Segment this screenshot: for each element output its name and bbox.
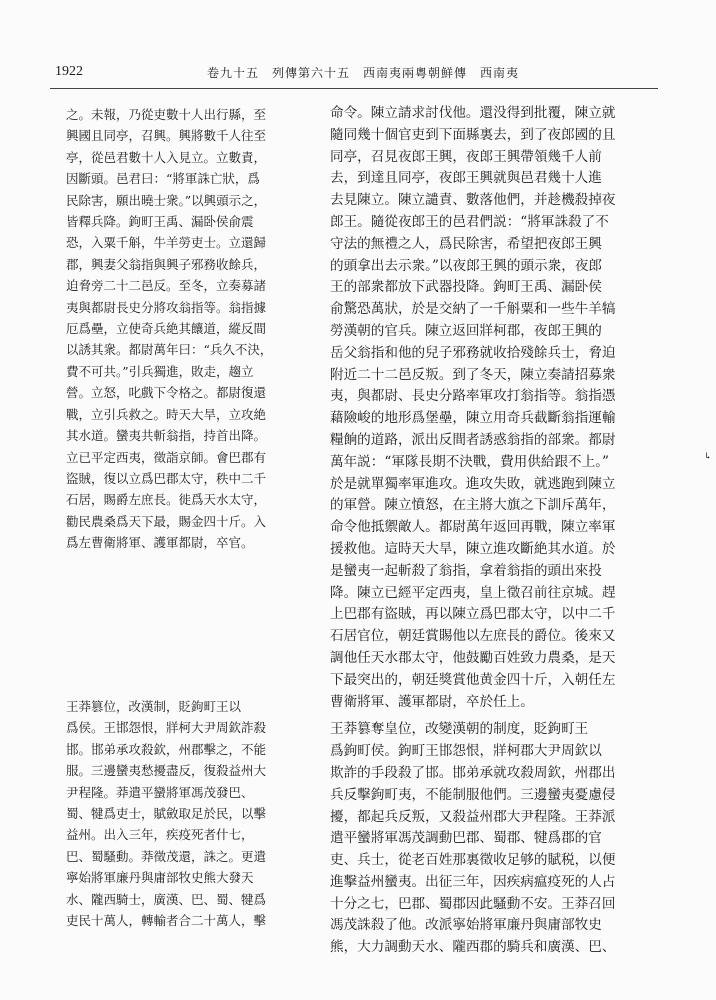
text-line: 皆釋兵降。鉤町王禹、漏卧侯俞震 — [66, 214, 254, 230]
text-line: 水、隴西騎士，廣漢、巴、蜀、犍爲 — [66, 891, 267, 907]
text-line: 郎王。隨從夜郎王的邑君們説：“將軍誅殺了不 — [330, 213, 609, 230]
translation-paragraph-1 — [330, 103, 665, 713]
text-line: 營。立怒，叱戲下令格之。都尉復還 — [66, 385, 267, 401]
classical-paragraph-1 — [66, 104, 306, 554]
text-line: 爲鉤町侯。鉤町王邯怨恨，牂柯郡大尹周欽以 — [330, 743, 602, 760]
text-line: 寧始將軍廉丹與庸部牧史熊大發天 — [66, 870, 254, 886]
text-line: 援救他。這時天大旱，陳立進攻斷絶其水道。於 — [330, 540, 616, 557]
text-line: 藉險峻的地形爲堡壘，陳立用奇兵截斷翁指運輸 — [330, 410, 616, 427]
text-line: 夷，與都尉、長史分路率軍攻打翁指等。翁指憑 — [330, 388, 616, 405]
text-line: 盜賊，復以立爲巴郡太守，秩中二千 — [66, 470, 267, 486]
text-line: 其水道。蠻夷共斬翁指，持首出降。 — [66, 428, 267, 444]
text-line: 上巴郡有盜賊，再以陳立爲巴郡太守，以中二千 — [330, 606, 616, 623]
margin-mark: ↳ — [704, 452, 712, 462]
text-line: 隨同幾十個官吏到下面縣裏去，到了夜郎國的且 — [330, 126, 616, 143]
text-line: 曹衛將軍、護軍都尉，卒於任上。 — [330, 693, 534, 710]
text-line: 命令他抵禦敵人。都尉萬年返回再戰，陳立率軍 — [330, 519, 616, 536]
text-line: 進擊益州蠻夷。出征三年，因疾病瘟疫死的人占 — [330, 873, 616, 890]
text-line: 勞漢朝的官兵。陳立返回牂柯郡，夜郎王興的 — [330, 322, 602, 339]
text-line: 亭，從邑君數十人入見立。立數責， — [66, 149, 267, 165]
text-line: 恐，入粟千斛，牛羊勞吏士。立還歸 — [66, 235, 267, 251]
text-line: 同亭，召見夜郎王興，夜郎王興帶領幾千人前 — [330, 148, 602, 165]
text-line: 降。陳立已經平定西夷，皇上徵召前往京城。趕 — [330, 584, 616, 601]
text-line: 下最突出的，朝廷獎賞他黄金四十斤，入朝任左 — [330, 671, 616, 688]
text-line: 的頭拿出去示衆。”以夜郎王興的頭示衆，夜郎 — [330, 257, 603, 274]
text-line: 王莽篡奪皇位，改變漢朝的制度，貶鉤町王 — [330, 721, 589, 738]
text-line: 附近二十二邑反叛。到了冬天，陳立奏請招募衆 — [330, 366, 616, 383]
text-line: 邯。邯弟承攻殺欽，州郡擊之，不能 — [66, 741, 267, 757]
text-line: 於是就單獨率軍進攻。進攻失敗，就逃跑到陳立 — [330, 475, 616, 492]
text-line: 馮茂誅殺了他。改派寧始將軍廉丹與庸部牧史 — [330, 917, 602, 934]
text-line: 郡，興妻父翁指與興子邪務收餘兵， — [66, 256, 267, 272]
text-line: 以誘其衆。都尉萬年曰：“兵久不決， — [66, 342, 273, 358]
text-line: 去見陳立。陳立譴責、數落他們，并趁機殺掉夜 — [330, 192, 616, 209]
text-line: 熊，大力調動天水、隴西郡的騎兵和廣漢、巴、 — [330, 939, 616, 956]
classical-text-column-lower — [66, 696, 306, 931]
text-line: 糧餉的道路，派出反間者誘惑翁指的部衆。都尉 — [330, 431, 616, 448]
text-line: 服。三邊蠻夷愁擾盡反，復殺益州大 — [66, 763, 267, 779]
text-line: 益州。出入三年，疾疫死者什七， — [66, 827, 254, 843]
text-line: 命令。陳立請求討伐他。還没得到批覆，陳立就 — [330, 105, 616, 121]
text-line: 俞驚恐萬狀，於是交納了一千斛粟和一些牛羊犒 — [330, 301, 616, 318]
text-line: 勸民農桑爲天下最，賜金四十斤。入 — [66, 513, 267, 529]
text-line: 戰，立引兵救之。時天大旱，立攻絶 — [66, 406, 267, 422]
text-line: 巴、蜀騷動。莽徵茂還，誅之。更遣 — [66, 848, 267, 864]
text-line: 尹程隆。莽遣平蠻將軍馮茂發巴、 — [66, 784, 254, 800]
page-number: 1922 — [55, 64, 83, 79]
text-line: 岳父翁指和他的兒子邪務就收拾殘餘兵士，脅迫 — [330, 344, 616, 361]
text-line: 是蠻夷一起斬殺了翁指，拿着翁指的頭出來投 — [330, 562, 602, 579]
text-line: 因斷頭。邑君曰：“將軍誅亡狀，爲 — [66, 171, 260, 187]
text-line: 費不可共。”引兵獨進，敗走，趨立 — [66, 363, 254, 379]
text-line: 兵反擊鉤町夷，不能制服他們。三邊蠻夷憂慮侵 — [330, 786, 616, 803]
text-line: 爲左曹衛將軍、護軍都尉，卒官。 — [66, 535, 254, 551]
text-line: 吏、兵士，從老百姓那裏徵收足够的賦税，以便 — [330, 852, 616, 869]
text-line: 爲侯。王邯怨恨，牂柯大尹周欽詐殺 — [66, 720, 267, 736]
classical-text-column — [66, 104, 306, 554]
text-line: 石居官位，朝廷賞賜他以左庶長的爵位。後來又 — [330, 628, 616, 645]
text-line: 遣平蠻將軍馮茂調動巴郡、蜀郡、犍爲郡的官 — [330, 830, 602, 847]
text-line: 興國且同亭，召興。興將數千人往至 — [66, 128, 267, 144]
header-rule — [50, 88, 658, 89]
text-line: 的軍營。陳立憤怒，在主將大旗之下訓斥萬年， — [330, 497, 616, 514]
text-line: 去，到達且同亭，夜郎王興就與邑君幾十人進 — [330, 170, 602, 187]
text-line: 石居，賜爵左庶長。徙爲天水太守， — [66, 492, 267, 508]
text-line: 蜀、犍爲吏士，賦斂取足於民，以擊 — [66, 806, 267, 822]
text-line: 王莽篡位，改漢制，貶鉤町王以 — [66, 699, 242, 714]
classical-paragraph-2 — [66, 696, 306, 931]
text-line: 立已平定西夷，徵詣京師。會巴郡有 — [66, 449, 267, 465]
running-head: 卷九十五 列傳第六十五 西南夷兩粵朝鮮傳 西南夷 — [207, 66, 520, 80]
text-line: 調他任天水郡太守，他鼓勵百姓致力農桑，是天 — [330, 649, 616, 666]
text-line: 迫脅旁二十二邑反。至冬，立奏募諸 — [66, 278, 267, 294]
text-line: 萬年説：“軍隊長期不決戰，費用供給跟不上。” — [330, 453, 609, 470]
text-line: 守法的無禮之人，爲民除害，希望把夜郎王興 — [330, 235, 602, 252]
translation-column — [330, 103, 665, 959]
text-line: 之。未報，乃從吏數十人出行縣，至 — [66, 107, 267, 122]
page-header — [55, 64, 655, 86]
text-line: 厄爲壘，立使奇兵絶其饟道，縱反間 — [66, 321, 267, 337]
text-line: 王的部衆都放下武器投降。鉤町王禹、漏卧侯 — [330, 279, 602, 296]
text-line: 擾，都起兵反叛，又殺益州郡大尹程隆。王莽派 — [330, 808, 616, 825]
text-line: 十分之七，巴郡、蜀郡因此騷動不安。王莽召回 — [330, 895, 616, 912]
text-line: 吏民十萬人，轉輸者合二十萬人，擊 — [66, 913, 267, 929]
text-line: 欺詐的手段殺了邯。邯弟承就攻殺周欽，州郡出 — [330, 764, 616, 781]
translation-paragraph-2 — [330, 719, 665, 959]
text-line: 民除害，願出曉士衆。”以興頭示之， — [66, 192, 267, 208]
text-line: 夷與都尉長史分將攻翁指等。翁指據 — [66, 299, 267, 315]
